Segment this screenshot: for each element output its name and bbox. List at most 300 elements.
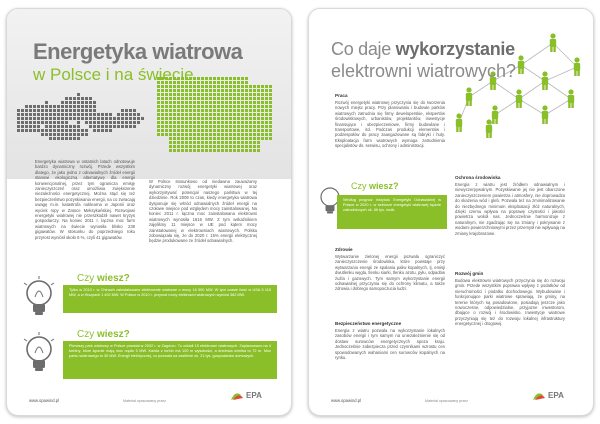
map-dot [41,117,44,120]
map-dot [253,85,256,88]
map-dot [201,101,204,104]
lightbulb-icon [19,275,59,319]
map-dot [241,117,244,120]
map-dot [209,77,212,80]
map-dot [269,97,272,100]
map-dot [49,109,52,112]
map-dot [253,89,256,92]
map-dot [185,121,188,124]
map-dot [129,121,132,124]
map-dot [209,81,212,84]
map-dot [261,101,264,104]
map-dot [45,125,48,128]
map-dot [181,133,184,136]
map-dot [173,109,176,112]
map-dot [221,109,224,112]
map-dot [53,113,56,116]
map-dot [257,145,260,148]
map-dot [201,81,204,84]
map-dot [217,109,220,112]
map-dot [189,149,192,152]
map-dot [97,113,100,116]
map-dot [253,133,256,136]
map-dot [97,129,100,132]
map-dot [193,93,196,96]
map-dot [241,145,244,148]
map-dot [205,89,208,92]
map-dot [173,97,176,100]
map-dot [249,129,252,132]
map-dot [209,129,212,132]
map-dot [161,117,164,120]
map-dot [37,121,40,124]
map-dot [209,149,212,152]
right-title-line2: elektrowni wiatrowych? [331,61,517,81]
map-dot [105,117,108,120]
map-dot [233,85,236,88]
map-dot [105,125,108,128]
map-dot [193,133,196,136]
map-dot [225,113,228,116]
map-dot [225,97,228,100]
map-dot [157,105,160,108]
map-dot [65,125,68,128]
map-dot [189,141,192,144]
map-dot [221,101,224,104]
map-dot [261,133,264,136]
dotted-world-map [7,71,292,171]
map-dot [233,97,236,100]
network-link [521,43,553,65]
left-column-2-text: W Polsce stosunkowo od niedawna zauważamy dynamiczny rozwój energetyki wiatrowej oraz wykorzystywać potencjał naszego państwa w tej dziedzinie. Rok 2009 to czas, kiedy energetyka wiatrowa dysponuje się wśród odnawialnych źródeł energii na czołowe miejsce pod względem mocy zainstalowanej. Na koniec 2011 r. łączna moc zainstalowana elektrowni wiatrowych wynosiła 1616 MW. Z tym wskaźnikiem zajęliśmy 11 miejsce w UE pod kątem mocy zainstalowanej w elektrowniach wiatrowych. Polska zobowiązała się, że do 2020 r. 15% energii elektrycznej będzie produkowane ze źródeł odnawialnych. [149,179,257,244]
map-dot [185,117,188,120]
map-dot [173,121,176,124]
map-dot [157,109,160,112]
person-icon [542,71,548,90]
map-dot [265,121,268,124]
map-dot [49,117,52,120]
map-dot [89,105,92,108]
map-dot [201,117,204,120]
map-dot [161,133,164,136]
map-dot [205,85,208,88]
map-dot [81,117,84,120]
map-dot [225,77,228,80]
map-dot [257,109,260,112]
map-dot [229,133,232,136]
map-dot [77,109,80,112]
map-dot [101,121,104,124]
map-dot [101,117,104,120]
map-dot [269,129,272,132]
map-dot [141,117,144,120]
map-dot [257,89,260,92]
map-dot [17,113,20,116]
map-dot [125,113,128,116]
network-link [519,99,545,115]
map-dot [85,101,88,104]
did-you-know-heading-2: Czy wiesz? [77,329,130,340]
map-dot [269,85,272,88]
map-dot [105,113,108,116]
map-dot [269,137,272,140]
map-dot [57,121,60,124]
section-title-rozwoj: Rozwój gmin [455,271,484,276]
map-dot [205,121,208,124]
map-dot [189,97,192,100]
map-dot [253,145,256,148]
map-dot [165,121,168,124]
map-dot [177,137,180,140]
map-dot [249,105,252,108]
right-page [308,8,594,416]
map-dot [125,117,128,120]
map-dot [189,145,192,148]
map-dot [181,105,184,108]
map-dot [209,89,212,92]
map-dot [261,113,264,116]
map-dot [253,101,256,104]
map-dot [73,117,76,120]
map-dot [233,149,236,152]
map-dot [89,97,92,100]
map-dot [205,77,208,80]
map-dot [173,101,176,104]
section-title-ochrona: Ochrona środowiska [455,175,501,180]
map-dot [57,129,60,132]
map-dot [77,101,80,104]
map-dot [253,137,256,140]
network-link [545,99,571,115]
map-dot [69,109,72,112]
map-dot [193,141,196,144]
map-dot [213,133,216,136]
map-dot [77,93,80,96]
map-dot [209,105,212,108]
map-dot [21,129,24,132]
map-dot [169,145,172,148]
map-dot [237,97,240,100]
map-dot [189,101,192,104]
map-dot [21,121,24,124]
map-dot [205,141,208,144]
map-dot [69,105,72,108]
map-dot [61,129,64,132]
map-dot [237,121,240,124]
map-dot [257,137,260,140]
map-dot [221,85,224,88]
map-dot [213,125,216,128]
map-dot [49,125,52,128]
map-dot [221,145,224,148]
map-dot [185,93,188,96]
map-dot [65,137,68,140]
map-dot [241,109,244,112]
section-text-bezpieczenstwo: Energia z wiatru pozwala na wykorzystanie lokalnych zasobów energii i tym samym na uniezależnienie się od dostaw surowców energetycznych spoza kraju. Jednocześnie zabezpiecza przed czynnikami wzrostu cen spowodowanych wahaniami cen surowców kopalnych na rynku. [335,328,445,361]
map-dot [169,121,172,124]
map-dot [229,81,232,84]
map-dot [173,89,176,92]
map-dot [57,133,60,136]
map-dot [137,117,140,120]
map-dot [193,105,196,108]
map-dot [245,129,248,132]
map-dot [253,141,256,144]
map-dot [185,97,188,100]
map-dot [221,137,224,140]
epa-logo [531,388,575,407]
map-dot [93,101,96,104]
map-dot [225,145,228,148]
map-dot [229,121,232,124]
logo-text: EPA [246,391,262,400]
map-dot [205,105,208,108]
map-dot [53,125,56,128]
map-dot [109,121,112,124]
map-dot [205,97,208,100]
footer-url[interactable]: www.opawind.pl [29,398,60,403]
map-dot [169,97,172,100]
map-dot [189,85,192,88]
map-dot [261,85,264,88]
map-dot [97,117,100,120]
map-dot [237,93,240,96]
map-dot [261,89,264,92]
map-dot [245,81,248,84]
map-dot [53,133,56,136]
map-dot [249,85,252,88]
map-dot [221,89,224,92]
network-link [469,81,493,97]
map-dot [37,129,40,132]
map-dot [73,97,76,100]
map-dot [257,113,260,116]
map-dot [193,145,196,148]
map-dot [237,109,240,112]
map-dot [181,149,184,152]
footer-url[interactable]: www.opawind.pl [331,398,362,403]
map-dot [157,133,160,136]
map-dot [65,109,68,112]
epa-logo [229,388,273,407]
map-dot [193,137,196,140]
map-dot [117,121,120,124]
map-dot [69,125,72,128]
map-dot [225,121,228,124]
map-dot [61,133,64,136]
map-dot [225,117,228,120]
map-dot [265,117,268,120]
map-dot [89,125,92,128]
map-dot [217,125,220,128]
map-dot [225,109,228,112]
map-dot [185,137,188,140]
map-dot [265,93,268,96]
map-dot [69,97,72,100]
map-dot [241,85,244,88]
map-dot [193,85,196,88]
map-dot [213,145,216,148]
map-dot [245,105,248,108]
map-dot [161,89,164,92]
did-you-know-box-2: Pierwszy park wiatrowy w Polsce powstał w 2002 r. w Zagórzu. Tu oddali 15 elektrowni wiatrowych. Zaplanowano na 4 turbiny, które łącznie mają moc rzędu 5 MW. Każda z turbin ma 100 m wysokości, a średnica wirnika to 72 m. Moc parku wiatrowego to 30 MW. Energii elektrycznej, co pozwala na zasilenie ok. 21 tys. gospodarstw domowych. [63,341,277,379]
map-dot [233,117,236,120]
map-dot [29,109,32,112]
map-dot [181,137,184,140]
map-dot [197,97,200,100]
map-dot [253,129,256,132]
map-dot [233,145,236,148]
map-dot [261,117,264,120]
map-dot [265,113,268,116]
did-you-know-box-right: Według prognoz Instytutu Energetyki Odnawialnej w Polsce w 2020 r. w sektorze energetyki wiatrowej będzie zatrudnionych ok. 66 tys. osób. [337,195,447,229]
map-dot [113,121,116,124]
map-dot [161,129,164,132]
map-dot [25,129,28,132]
map-dot [229,129,232,132]
map-dot [49,105,52,108]
map-dot [185,113,188,116]
map-dot [173,129,176,132]
map-dot [181,109,184,112]
map-dot [225,133,228,136]
map-dot [157,125,160,128]
map-dot [205,145,208,148]
map-dot [169,85,172,88]
map-dot [165,101,168,104]
map-dot [221,77,224,80]
map-dot [185,133,188,136]
map-dot [217,121,220,124]
person-icon [542,105,548,124]
map-dot [117,125,120,128]
map-dot [241,113,244,116]
map-dot [33,113,36,116]
map-dot [33,105,36,108]
map-dot [241,101,244,104]
map-dot [173,113,176,116]
map-dot [265,105,268,108]
map-dot [229,85,232,88]
map-dot [157,93,160,96]
map-dot [189,125,192,128]
map-dot [237,141,240,144]
map-dot [253,105,256,108]
map-dot [265,97,268,100]
map-dot [237,117,240,120]
map-dot [69,113,72,116]
map-dot [265,101,268,104]
map-dot [177,105,180,108]
map-dot [41,121,44,124]
map-dot [197,81,200,84]
map-dot [157,85,160,88]
map-dot [61,113,64,116]
map-dot [25,105,28,108]
map-dot [233,141,236,144]
map-dot [229,89,232,92]
map-dot [45,129,48,132]
map-dot [165,109,168,112]
map-dot [193,149,196,152]
map-dot [169,117,172,120]
map-dot [265,137,268,140]
network-link [519,81,545,99]
map-dot [233,137,236,140]
map-dot [189,117,192,120]
map-dot [177,121,180,124]
map-dot [209,133,212,136]
map-dot [269,101,272,104]
map-dot [73,101,76,104]
map-dot [201,105,204,108]
map-dot [161,125,164,128]
map-dot [241,105,244,108]
map-dot [221,149,224,152]
map-dot [225,81,228,84]
map-dot [205,113,208,116]
map-dot [17,117,20,120]
map-dot [165,113,168,116]
map-dot [157,89,160,92]
map-dot [73,109,76,112]
map-dot [161,121,164,124]
map-dot [193,97,196,100]
map-dot [245,97,248,100]
map-dot [29,129,32,132]
map-dot [45,105,48,108]
map-dot [157,121,160,124]
network-link [495,99,519,115]
map-dot [197,89,200,92]
map-dot [189,133,192,136]
map-dot [181,85,184,88]
map-dot [225,125,228,128]
map-dot [229,101,232,104]
person-icon [568,89,574,108]
map-dot [45,101,48,104]
map-dot [65,117,68,120]
map-dot [197,109,200,112]
map-dot [165,97,168,100]
map-dot [181,93,184,96]
map-dot [185,125,188,128]
map-dot [265,129,268,132]
map-dot [181,129,184,132]
map-dot [181,97,184,100]
map-dot [101,129,104,132]
map-dot [217,117,220,120]
map-dot [81,101,84,104]
map-dot [245,137,248,140]
map-dot [249,101,252,104]
map-dot [213,149,216,152]
map-dot [161,101,164,104]
map-dot [205,101,208,104]
map-dot [73,133,76,136]
map-dot [197,145,200,148]
map-dot [257,93,260,96]
map-dot [121,121,124,124]
map-dot [213,105,216,108]
map-dot [245,77,248,80]
map-dot [225,137,228,140]
map-dot [161,109,164,112]
map-dot [169,113,172,116]
map-dot [217,97,220,100]
map-dot [49,113,52,116]
map-dot [261,121,264,124]
